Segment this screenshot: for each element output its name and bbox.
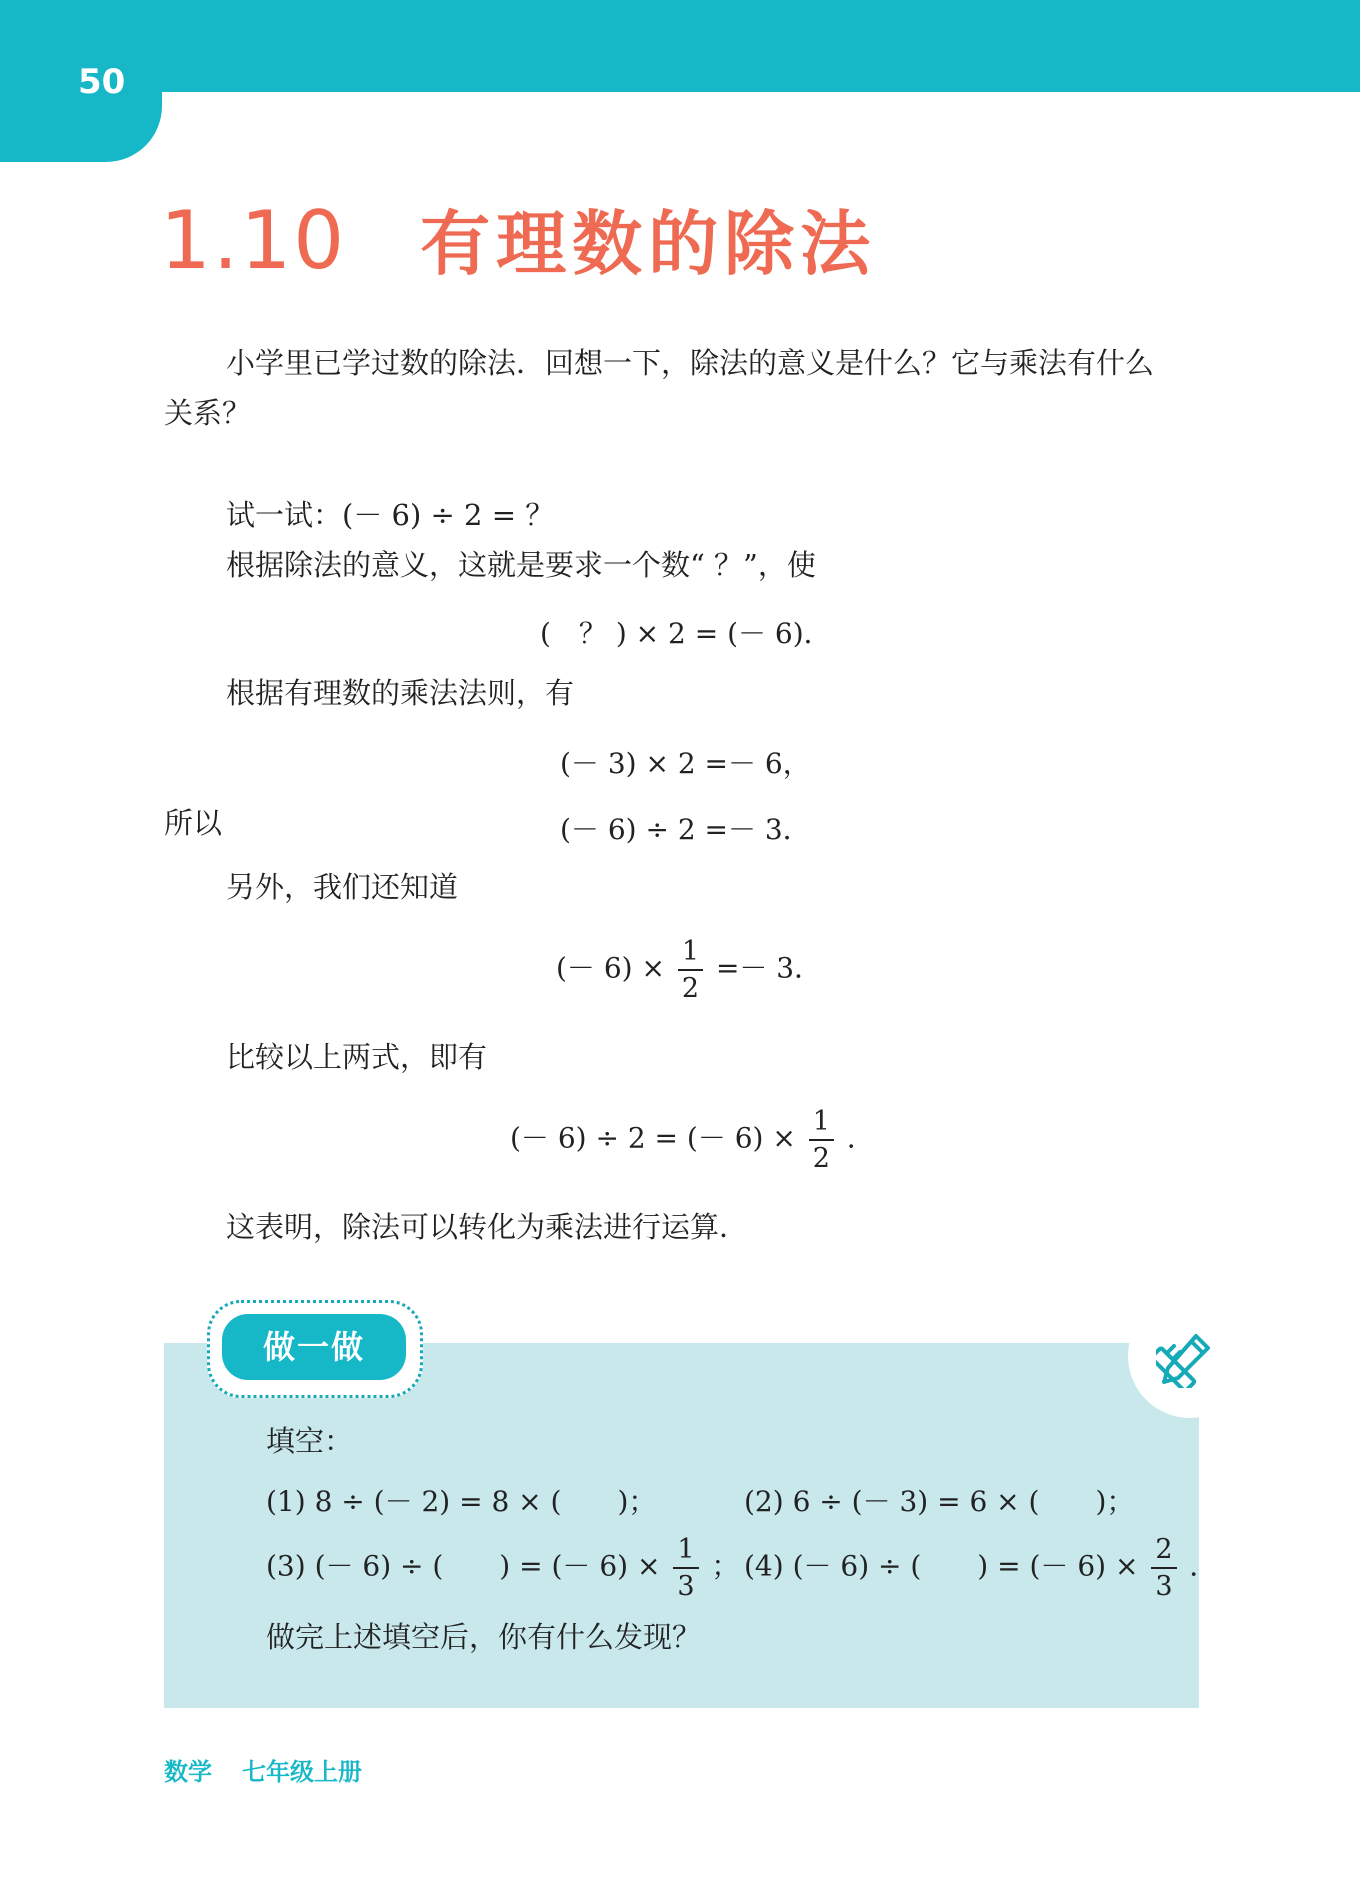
equation-4-right: =－ 3． xyxy=(715,951,823,985)
fraction-numerator: 1 xyxy=(673,1536,698,1569)
compare-line: 比较以上两式，即有 xyxy=(226,1040,488,1074)
equation-5 xyxy=(510,1108,875,1172)
fraction-one-half xyxy=(809,1108,834,1172)
equation-4-left: (－ 6) × xyxy=(556,951,665,985)
try-line: 试一试：(－ 6) ÷ 2 = ？ xyxy=(226,498,555,532)
fraction-numerator: 1 xyxy=(809,1108,834,1141)
intro-line-1: 小学里已学过数的除法．回想一下，除法的意义是什么？它与乘法有什么 xyxy=(226,346,1155,380)
question-2: (2) 6 ÷ (－ 3) = 6 × ( )； xyxy=(744,1485,1135,1518)
pencil-ruler-icon xyxy=(1156,1330,1214,1388)
question-4-end: ． xyxy=(1189,1549,1218,1583)
fraction-one-third xyxy=(673,1536,698,1600)
fraction-numerator: 1 xyxy=(678,938,703,971)
also-line: 另外，我们还知道 xyxy=(226,870,459,904)
question-4-left: (4) (－ 6) ÷ ( ) = (－ 6) × xyxy=(744,1549,1139,1583)
footer xyxy=(164,1752,362,1787)
header-bar xyxy=(0,0,1360,92)
section-title: 有理数的除法 xyxy=(420,203,877,285)
fraction-denominator: 3 xyxy=(1155,1571,1173,1602)
fraction-denominator: 2 xyxy=(681,973,700,1004)
section-number: 1.10 xyxy=(160,194,347,287)
footer-grade: 七年级上册 xyxy=(242,1758,362,1786)
meaning-line: 根据除法的意义，这就是要求一个数“ ？”，使 xyxy=(226,548,816,582)
activity-intro: 填空： xyxy=(266,1424,354,1458)
fraction-numerator: 2 xyxy=(1151,1536,1176,1569)
activity-question: 做完上述填空后，你有什么发现？ xyxy=(266,1620,702,1654)
question-3-left: (3) (－ 6) ÷ ( ) = (－ 6) × xyxy=(266,1549,661,1583)
equation-2: (－ 3) × 2 =－ 6， xyxy=(560,747,811,780)
question-1: (1) 8 ÷ (－ 2) = 8 × ( )； xyxy=(266,1485,657,1518)
intro-line-2: 关系？ xyxy=(164,396,252,430)
so-label: 所以 xyxy=(164,806,223,840)
question-4 xyxy=(744,1536,1217,1600)
footer-subject: 数学 xyxy=(164,1758,212,1786)
equation-1: ( ？ ) × 2 = (－ 6)． xyxy=(540,617,832,650)
equation-3: (－ 6) ÷ 2 =－ 3． xyxy=(560,813,811,846)
equation-4 xyxy=(556,938,822,1002)
equation-5-right: ． xyxy=(846,1121,875,1155)
question-3 xyxy=(266,1536,739,1600)
equation-5-left: (－ 6) ÷ 2 = (－ 6) × xyxy=(510,1121,796,1155)
section-heading xyxy=(160,188,876,289)
question-3-end: ； xyxy=(711,1549,740,1583)
fraction-denominator: 2 xyxy=(812,1143,830,1174)
fraction-two-thirds xyxy=(1151,1536,1176,1600)
page-number: 50 xyxy=(78,62,126,102)
activity-badge: 做一做 xyxy=(222,1314,406,1380)
rule-line: 根据有理数的乘法法则，有 xyxy=(226,676,575,710)
conclusion-line: 这表明，除法可以转化为乘法进行运算． xyxy=(226,1210,749,1244)
fraction-one-half xyxy=(678,938,703,1002)
fraction-denominator: 3 xyxy=(677,1571,695,1602)
